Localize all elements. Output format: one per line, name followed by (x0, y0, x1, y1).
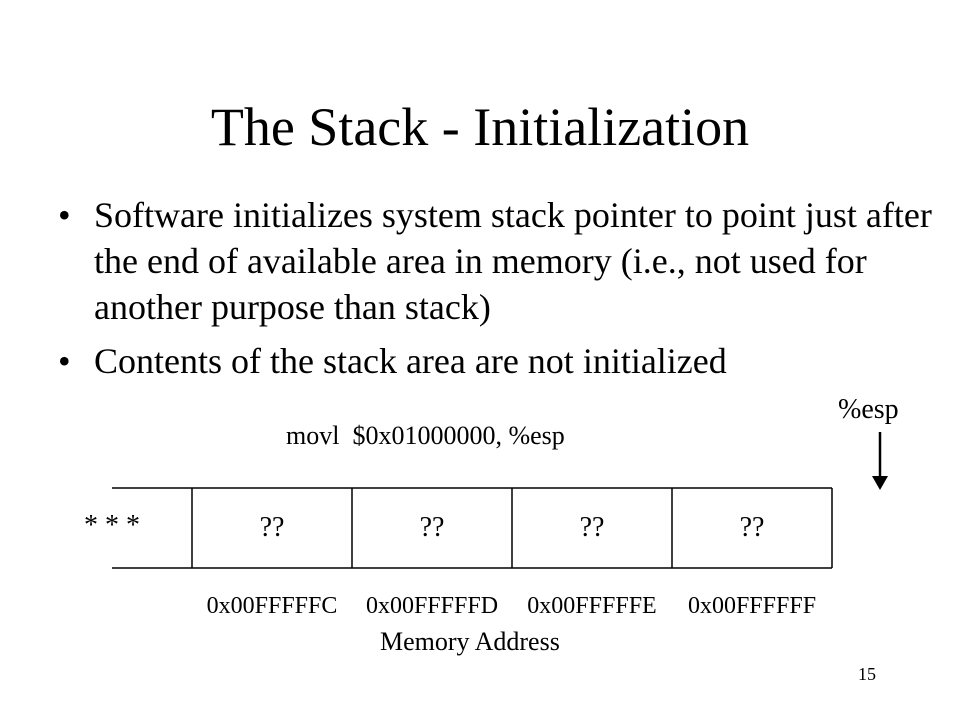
slide-title: The Stack - Initialization (210, 97, 750, 157)
code-instruction: movl $0x01000000, %esp (286, 421, 565, 450)
memory-cell-value: ?? (579, 512, 605, 543)
memory-address: 0x00FFFFFE (527, 593, 657, 619)
bullet-icon: • (58, 341, 71, 381)
memory-cell-value: ?? (419, 512, 445, 543)
bullet-text: Software initializes system stack pointer to point just after the end of available area in memory (i.e., not used for another purpose than stack) (94, 195, 932, 327)
bullet-list (58, 192, 938, 392)
bullet-item (58, 338, 938, 384)
memory-ellipsis: * * * (84, 510, 140, 541)
memory-cell-value: ?? (259, 512, 285, 543)
bullet-item (58, 192, 938, 330)
memory-address: 0x00FFFFFC (206, 593, 338, 619)
esp-label: %esp (838, 394, 899, 425)
memory-address: 0x00FFFFFD (365, 593, 499, 619)
memory-address: 0x00FFFFFF (687, 593, 817, 619)
down-arrow-icon (866, 432, 894, 492)
bullet-icon: • (58, 195, 71, 235)
memory-cell-value: ?? (739, 512, 765, 543)
memory-address-caption: Memory Address (380, 627, 560, 656)
bullet-text: Contents of the stack area are not initialized (94, 341, 727, 381)
page-number: 15 (858, 664, 876, 684)
